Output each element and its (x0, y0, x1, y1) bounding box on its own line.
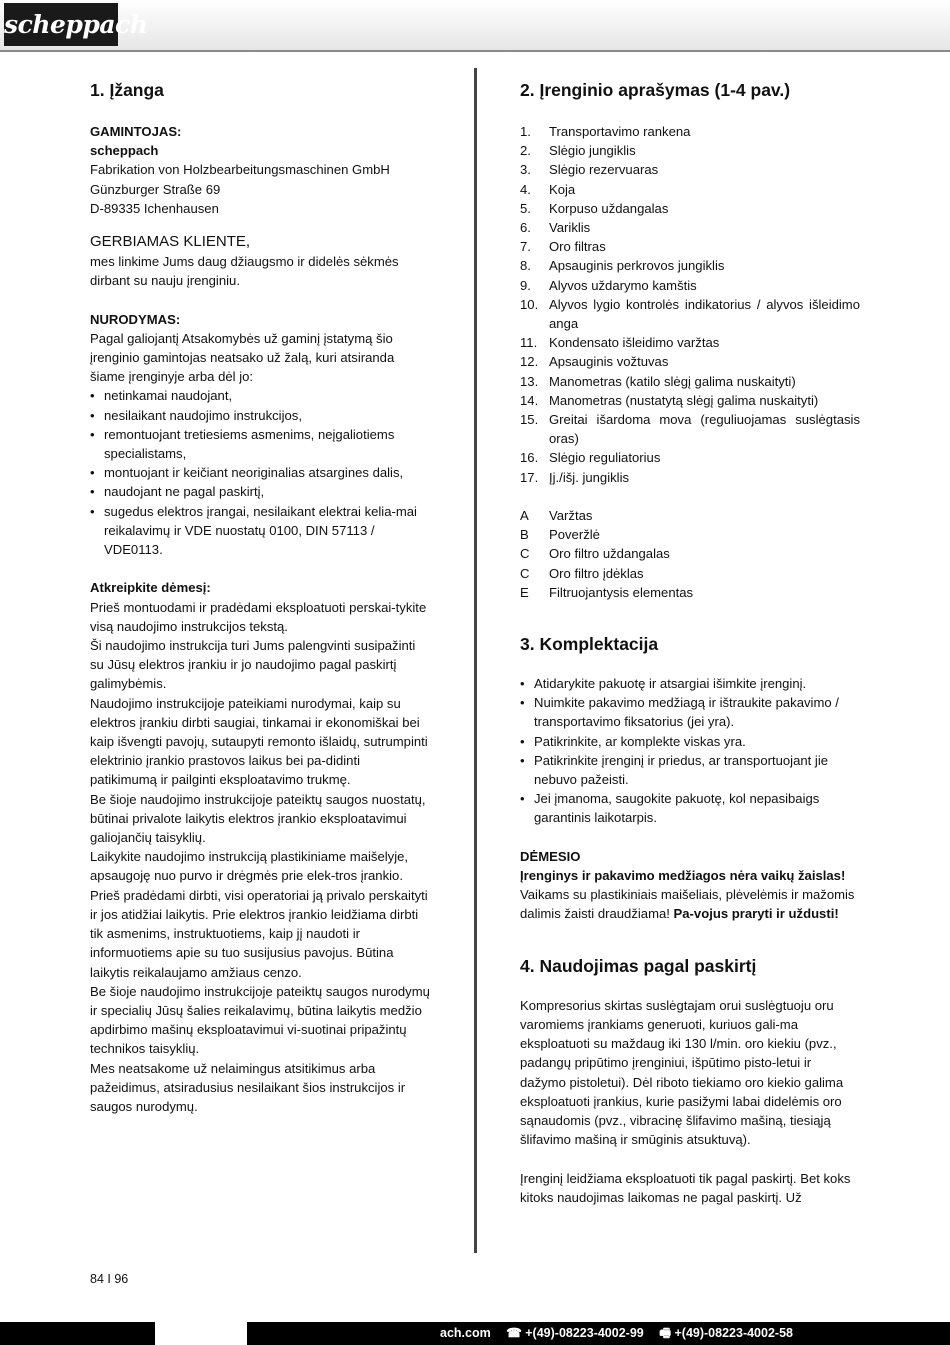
list-item: • Jei įmanoma, saugokite pakuotę, kol nepasibaigs garantinis laikotarpis. (520, 789, 860, 827)
attention-paragraph: Naudojimo instrukcijoje pateikiami nurodymai, kaip su elektros įrankiu dirbti saugiai, tinkamai ir ekonomiškai bei kaip išvengti pavojų, sutaupyti remonto išlaidų, sutrumpinti elektrinio įrankio prastovos laikus bei pa-didinti patikimumą ir pailginti eksploatavimo trukmę. (90, 695, 428, 788)
letter-item: B Poveržlė (520, 527, 600, 543)
manufacturer-line: Günzburger Straße 69 (90, 181, 221, 197)
note-label: NURODYMAS: (90, 311, 181, 327)
attention-label: Atkreipkite dėmesį: (90, 580, 211, 596)
part-item: 3. Slėgio rezervuaras (520, 162, 659, 178)
usage-paragraph: Kompresorius skirtas suslėgtajam orui suslėgtuoju oru varomiems įrankiams generuoti, kuriuos gali-ma eksploatuoti su maždaug iki 130 l/min. oro kiekiu (pvz., padangų pripūtimo įrenginiui, išpūtimo pisto-letui ir dažymo pistoletui). Dėl riboto tiekiamo oro kiekio galima eksploatuoti įrankius, kurie pasižymi labai didelėmis oro sąnaudomis (pvz., vibracinę šlifavimo mašiną, tiesiąją šlifavimo mašiną ir smūginis atsuktuvą). (520, 997, 844, 1148)
part-item: 7. Oro filtras (520, 239, 606, 255)
part-item: 9. Alyvos uždarymo kamštis (520, 277, 697, 293)
section-2-title: 2. Įrenginio aprašymas (1-4 pav.) (520, 80, 791, 100)
note-list (90, 386, 430, 559)
attention-paragraph: Mes neatsakome už nelaimingus atsitikimus arba pažeidimus, atsiradusius nesilaikant šios instrukcijos ir saugos nurodymų. (90, 1060, 406, 1114)
fax-number: 🖷 +(49)-08223-4002-58 (659, 1326, 793, 1340)
manufacturer-line: D-89335 Ichenhausen (90, 200, 219, 216)
section-3-title: 3. Komplektacija (520, 634, 659, 655)
attention-paragraph: Be šioje naudojimo instrukcijoje pateiktų saugos nurodymų ir specialių Jūsų šalies reikalavimų, būtina laikytis medžio apdirbimo mašinų eksploatavimui vi-suotinai pripažintų technikos taisyklių. (90, 983, 430, 1057)
list-item: • Patikrinkite, ar komplekte viskas yra. (520, 732, 860, 751)
attention-paragraph: Laikykite naudojimo instrukciją plastikiniame maišelyje, apsaugoję nuo purvo ir drėgmės prie elek-tros įrankio. Prieš pradėdami dirbti, visi operatoriai ją privalo perskaityti ir jos atidžiai laikytis. Prie elektros įrankio leidžiama dirbti tik asmenims, instruktuotiems, kaip jį naudoti ir informuotiems apie su tuo susijusius pavojus. Būtina laikytis reikalaujamo amžiaus cenzo. (90, 849, 428, 980)
list-item: • remontuojant tretiesiems asmenims, neįgaliotiems specialistams, (90, 425, 430, 463)
letter-item: C Oro filtro įdėklas (520, 565, 644, 581)
part-item: 14. Manometras (nustatytą slėgį galima nuskaityti) (520, 392, 819, 408)
letter-item: E Filtruojantysis elementas (520, 584, 694, 600)
list-item: • Patikrinkite įrenginį ir priedus, ar transportuojant jie nebuvo pažeisti. (520, 751, 860, 789)
part-item: 8. Apsauginis perkrovos jungiklis (520, 258, 725, 274)
part-item: 5. Korpuso uždangalas (520, 200, 669, 216)
column-divider (474, 68, 477, 1253)
warning-text: Įrenginys ir pakavimo medžiagos nėra vaikų žaislas! Vaikams su plastikiniais maišeliais, plėvelėmis ir mažomis dalimis žaisti draudžiama! Pa-vojus praryti ir uždusti! (520, 868, 855, 922)
header-bar (0, 0, 950, 52)
part-item: 12. Apsauginis vožtuvas (520, 354, 669, 370)
greeting-text: mes linkime Jums daug džiaugsmo ir didelės sėkmės dirbant su nauju įrenginiu. (90, 254, 399, 289)
list-item: • Atidarykite pakuotę ir atsargiai išimkite įrenginį. (520, 674, 860, 693)
footer-bar (0, 1322, 950, 1345)
list-item: • netinkamai naudojant, (90, 386, 430, 405)
left-column (90, 78, 430, 1116)
usage-paragraph: Įrenginį leidžiama eksploatuoti tik pagal paskirtį. Bet koks kitoks naudojimas laikomas ne pagal paskirtį. Už (520, 1170, 851, 1205)
part-item: 4. Koja (520, 181, 576, 197)
footer-gap (155, 1322, 247, 1345)
list-item: • sugedus elektros įrangai, nesilaikant elektrai kelia-mai reikalavimų ir VDE nuostatų 0100, DIN 57113 / VDE0113. (90, 502, 430, 560)
manufacturer-line: Fabrikation von Holzbearbeitungsmaschinen GmbH (90, 162, 390, 178)
letter-item: C Oro filtro uždangalas (520, 546, 670, 562)
website-link[interactable]: ach.com (440, 1326, 491, 1340)
part-item: 16. Slėgio reguliatorius (520, 450, 661, 466)
part-item: 11. Kondensato išleidimo varžtas (520, 335, 720, 351)
section-1-title: 1. Įžanga (90, 80, 164, 100)
manufacturer-label: GAMINTOJAS: (90, 124, 182, 139)
right-column (520, 78, 860, 1207)
list-item: • nesilaikant naudojimo instrukcijos, (90, 406, 430, 425)
footer-contact (440, 1324, 805, 1343)
list-item: • Nuimkite pakavimo medžiagą ir ištraukite pakavimo / transportavimo fiksatorius (jei yra). (520, 693, 860, 731)
part-item: 6. Variklis (520, 220, 591, 236)
warning-label: DĖMESIO (520, 848, 581, 864)
scheppach-logo: scheppach (4, 3, 118, 46)
parts-list (520, 122, 860, 487)
attention-paragraph: Be šioje naudojimo instrukcijoje pateiktų saugos nuostatų, būtinai privalote laikytis elektros įrankio eksploatavimui galiojančių taisyklių. (90, 791, 426, 846)
part-item: 2. Slėgio jungiklis (520, 143, 636, 159)
letter-item: A Varžtas (520, 508, 593, 524)
manufacturer-name: scheppach (90, 143, 159, 159)
part-item: 13. Manometras (katilo slėgį galima nuskaityti) (520, 373, 796, 389)
phone-number: ☎ +(49)-08223-4002-99 (506, 1326, 644, 1340)
greeting-title: GERBIAMAS KLIENTE, (90, 233, 251, 251)
part-item: 10. Alyvos lygio kontrolės indikatorius / alyvos išleidimo anga (520, 296, 860, 332)
list-item: • naudojant ne pagal paskirtį, (90, 482, 430, 501)
part-item: 17. Įj./išj. jungiklis (520, 469, 630, 485)
kit-list (520, 674, 860, 828)
part-item: 15. Greitai išardoma mova (reguliuojamas suslėgtasis oras) (520, 412, 860, 447)
section-4-title: 4. Naudojimas pagal paskirtį (520, 955, 757, 976)
letter-list (520, 506, 860, 602)
note-text: Pagal galiojantį Atsakomybės už gaminį įstatymą šio įrenginio gamintojas neatsako už žalą, kuri atsiranda šiame įrenginyje arba dėl jo: (90, 330, 395, 385)
attention-paragraph: Prieš montuodami ir pradėdami eksploatuoti perskai-tykite visą naudojimo instrukcijos tekstą. (90, 599, 427, 634)
part-item: 1. Transportavimo rankena (520, 124, 691, 139)
attention-paragraph: Ši naudojimo instrukcija turi Jums palengvinti susipažinti su Jūsų elektros įrankiu ir jo naudojimo pagal paskirtį galimybėmis. (90, 638, 416, 692)
page-number: 84 I 96 (90, 1272, 129, 1286)
list-item: • montuojant ir keičiant neoriginalias atsargines dalis, (90, 463, 430, 482)
